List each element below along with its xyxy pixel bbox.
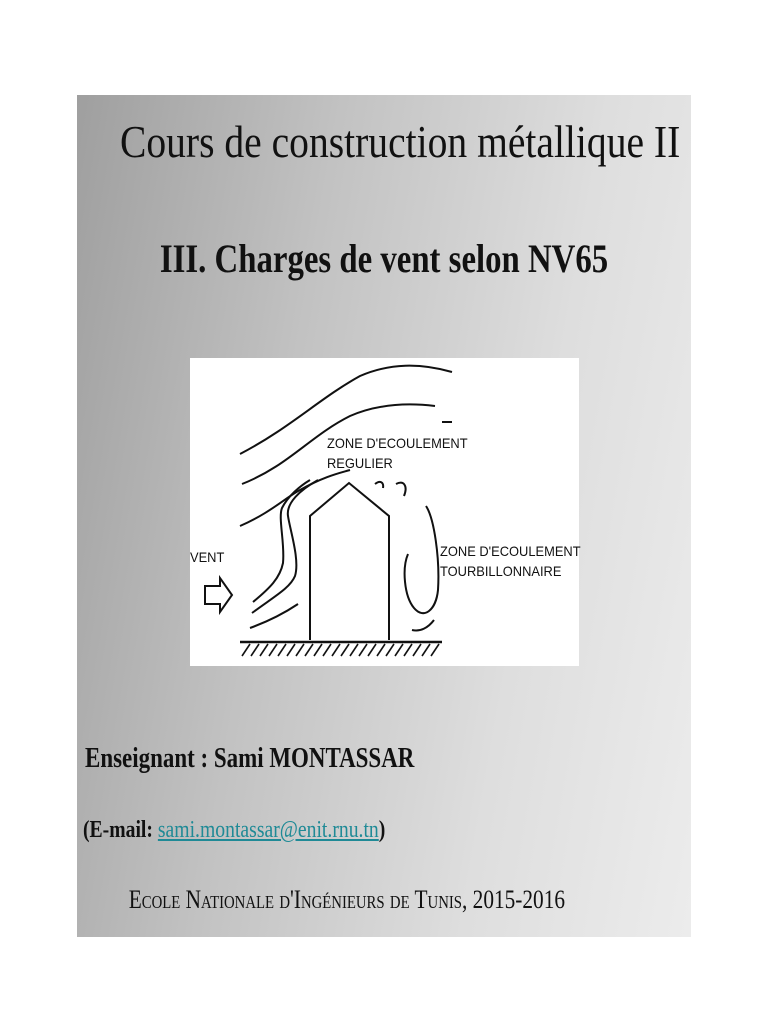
building-outline <box>310 483 389 640</box>
wind-streamlines <box>240 366 452 631</box>
wind-arrow <box>205 578 232 612</box>
document-title: Cours de construction métallique II <box>119 116 681 167</box>
school-name: Ecole Nationale d'Ingénieurs de Tunis, 2015-2016 <box>128 885 565 914</box>
email-link[interactable]: sami.montassar@enit.rnu.tn <box>157 817 379 843</box>
label-turbulent-line2: TOURBILLONNAIRE <box>440 563 562 579</box>
label-turbulent-line1: ZONE D'ECOULEMENT <box>440 543 581 559</box>
label-regular-line2: REGULIER <box>327 455 393 471</box>
ground-hatching <box>242 644 439 656</box>
email-suffix: ) <box>378 817 386 843</box>
email-prefix: (E-mail: <box>83 817 158 843</box>
slide-page <box>77 95 691 937</box>
email-line <box>83 817 385 844</box>
label-vent: VENT <box>190 549 225 565</box>
document-subtitle: III. Charges de vent selon NV65 <box>159 236 609 281</box>
wind-flow-figure <box>190 358 579 666</box>
wind-flow-diagram <box>190 358 579 666</box>
teacher-name: Enseignant : Sami MONTASSAR <box>85 743 415 774</box>
label-regular-line1: ZONE D'ECOULEMENT <box>327 435 468 451</box>
